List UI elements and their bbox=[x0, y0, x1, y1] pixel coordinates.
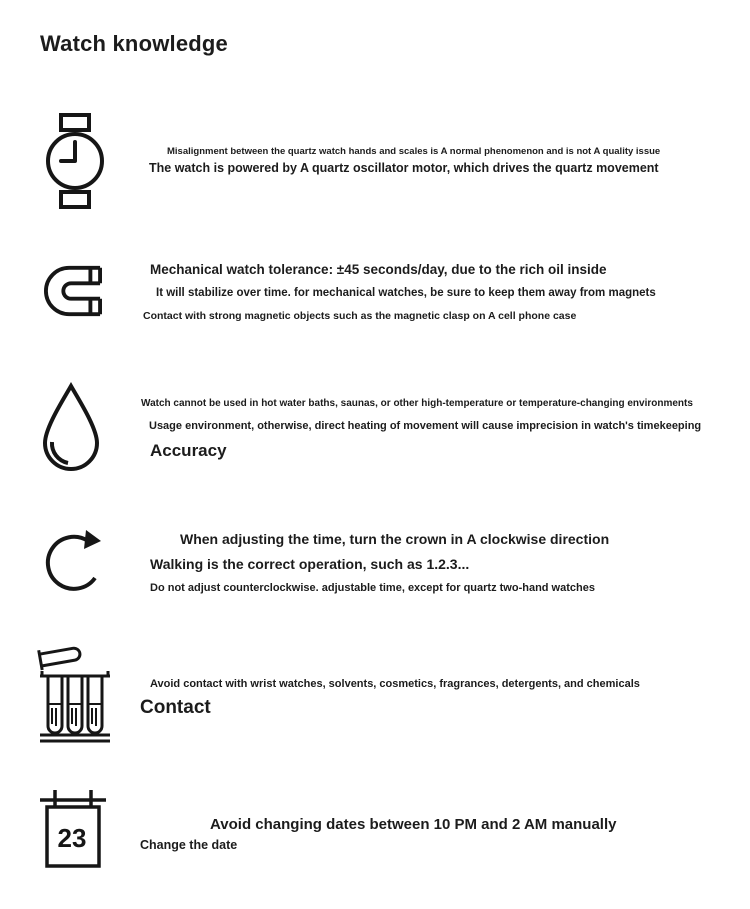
calendar-day-number: 23 bbox=[57, 823, 87, 853]
section-text-line: Watch cannot be used in hot water baths, saunas, or other high-temperature or temperature-changing environments bbox=[141, 398, 693, 409]
section-text-line: The watch is powered by A quartz oscillator motor, which drives the quartz movement bbox=[149, 161, 659, 175]
clockwise-arrow-icon bbox=[40, 522, 108, 594]
wristwatch-icon bbox=[44, 112, 106, 210]
section-text-line: Usage environment, otherwise, direct heating of movement will cause imprecision in watch's timekeeping bbox=[149, 420, 702, 432]
section-heading: Contact bbox=[140, 697, 211, 718]
section-heading: Accuracy bbox=[150, 441, 227, 460]
page-title: Watch knowledge bbox=[40, 31, 228, 56]
section-text-line: Avoid contact with wrist watches, solvents, cosmetics, fragrances, detergents, and chemicals bbox=[150, 678, 640, 690]
section-text-line: Avoid changing dates between 10 PM and 2 AM manually bbox=[210, 816, 617, 833]
section-text-line: It will stabilize over time. for mechanical watches, be sure to keep them away from magnets bbox=[156, 287, 656, 299]
section-text-line: When adjusting the time, turn the crown in A clockwise direction bbox=[180, 531, 610, 547]
section-text-line: Do not adjust counterclockwise. adjustable time, except for quartz two-hand watches bbox=[150, 582, 595, 594]
section-text-line: Mechanical watch tolerance: ±45 seconds/day, due to the rich oil inside bbox=[150, 262, 607, 277]
section-text-line: Contact with strong magnetic objects such as the magnetic clasp on A cell phone case bbox=[143, 310, 577, 322]
test-tubes-icon bbox=[36, 642, 114, 744]
calendar-icon bbox=[40, 788, 106, 872]
magnet-icon bbox=[42, 262, 104, 320]
water-drop-icon bbox=[40, 382, 102, 472]
section-text-line: Change the date bbox=[140, 838, 238, 852]
section-text-line: Misalignment between the quartz watch hands and scales is A normal phenomenon and is not A quality issue bbox=[167, 146, 661, 157]
section-text-line: Walking is the correct operation, such as 1.2.3... bbox=[150, 556, 470, 572]
